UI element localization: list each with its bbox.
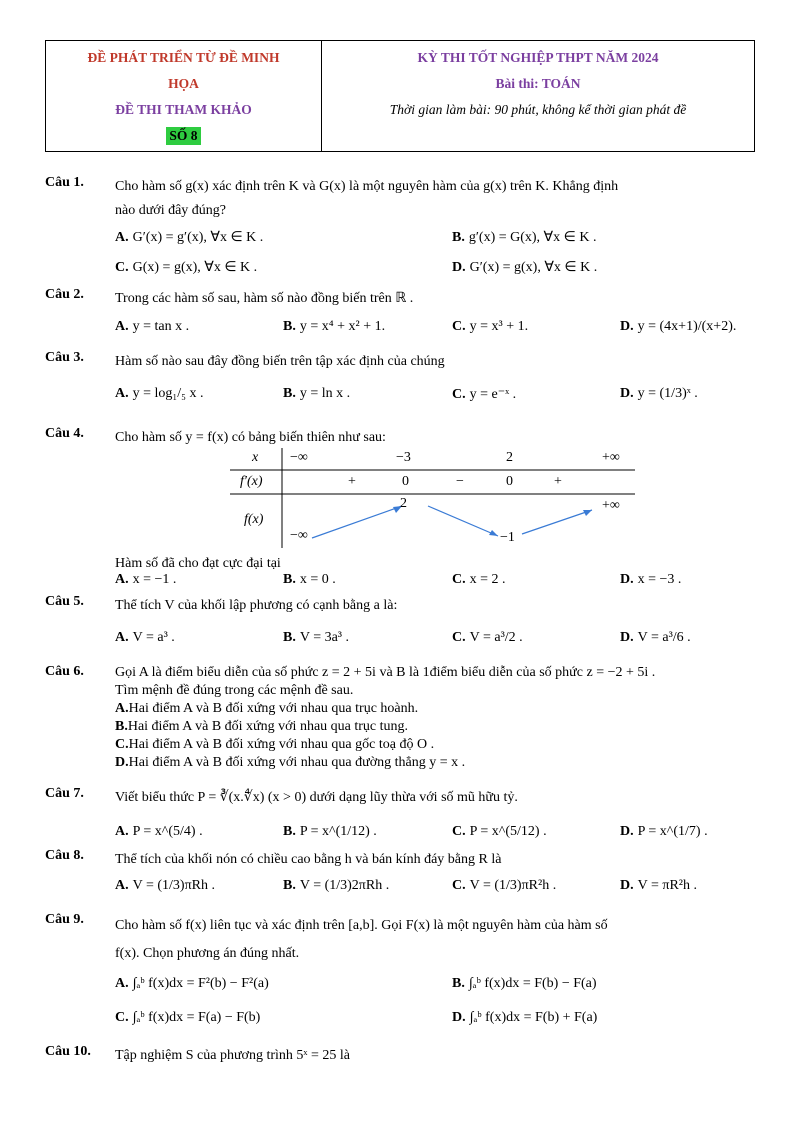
question-text-line1: Cho hàm số f(x) liên tục và xác định trên [a,b]. Gọi F(x) là một nguyên hàm của hàm số bbox=[115, 918, 608, 933]
question-text: Tập nghiệm S của phương trình 5ˣ = 25 là bbox=[115, 1048, 350, 1063]
option-text: V = πR²h . bbox=[637, 878, 697, 893]
option-c[interactable] bbox=[115, 259, 257, 276]
exam-header bbox=[45, 40, 755, 152]
table-x-neg-inf: −∞ bbox=[290, 450, 308, 465]
table-fp-sign2: − bbox=[456, 474, 464, 489]
question-label: Câu 7. bbox=[45, 786, 84, 801]
option-c[interactable] bbox=[452, 878, 556, 894]
option-text: V = a³ . bbox=[132, 630, 175, 645]
option-a[interactable] bbox=[115, 386, 204, 402]
table-fp-sign1: + bbox=[348, 474, 356, 489]
option-text: P = x^(1/12) . bbox=[299, 824, 377, 839]
option-letter: B. bbox=[283, 386, 296, 401]
option-c[interactable] bbox=[452, 319, 528, 335]
option-text: P = x^(5/4) . bbox=[132, 824, 203, 839]
table-x-label: x bbox=[252, 450, 259, 465]
table-x-minus3: −3 bbox=[396, 450, 411, 465]
question-text: Cho hàm số y = f(x) có bảng biến thiên như sau: bbox=[115, 430, 386, 445]
option-b[interactable] bbox=[283, 824, 377, 840]
option-b[interactable] bbox=[283, 386, 350, 402]
question-label: Câu 8. bbox=[45, 848, 84, 863]
question-label: Câu 10. bbox=[45, 1044, 91, 1059]
question-label: Câu 6. bbox=[45, 664, 84, 679]
option-text: V = a³/2 . bbox=[469, 630, 523, 645]
question-text-line2: nào dưới đây đúng? bbox=[115, 203, 227, 218]
option-letter: D. bbox=[620, 572, 634, 587]
option-text: ∫ₐᵇ f(x)dx = F(b) − F(a) bbox=[468, 976, 597, 991]
option-text: x = −3 . bbox=[637, 572, 682, 587]
question-text bbox=[115, 912, 757, 968]
variation-table bbox=[230, 448, 635, 548]
option-letter: A. bbox=[115, 976, 129, 991]
table-fp-zero1: 0 bbox=[402, 474, 409, 489]
option-text: y = x³ + 1. bbox=[469, 319, 529, 334]
option-b[interactable] bbox=[452, 976, 597, 992]
option-d[interactable] bbox=[620, 386, 698, 402]
question-label: Câu 3. bbox=[45, 350, 84, 365]
option-text: y = tan x . bbox=[132, 319, 190, 334]
question-label: Câu 1. bbox=[45, 175, 84, 190]
question-label: Câu 9. bbox=[45, 912, 84, 927]
option-letter: B. bbox=[452, 230, 465, 245]
table-f-label: f(x) bbox=[244, 512, 264, 527]
option-text: x = 2 . bbox=[469, 572, 506, 587]
option-b[interactable] bbox=[452, 229, 596, 246]
option-letter: A. bbox=[115, 878, 129, 893]
option-letter: B. bbox=[283, 572, 296, 587]
option-letter: B. bbox=[283, 319, 296, 334]
option-c[interactable] bbox=[452, 572, 506, 588]
option-c[interactable] bbox=[452, 824, 547, 840]
question-text-line2: f(x). Chọn phương án đúng nhất. bbox=[115, 946, 300, 961]
option-text: g′(x) = G(x), ∀x ∈ K . bbox=[468, 230, 597, 245]
question-text-line1: Cho hàm số g(x) xác định trên K và G(x) là một nguyên hàm của g(x) trên K. Khẳng định bbox=[115, 179, 619, 194]
option-text: y = (1/3)ˣ . bbox=[637, 386, 698, 401]
question-text bbox=[115, 664, 757, 772]
option-letter: D. bbox=[620, 386, 634, 401]
option-text: x = −1 . bbox=[132, 572, 177, 587]
option-text: ∫ₐᵇ f(x)dx = F(a) − F(b) bbox=[132, 1010, 261, 1025]
table-f-min: −1 bbox=[500, 530, 515, 545]
option-text: V = a³/6 . bbox=[637, 630, 691, 645]
option-a[interactable] bbox=[115, 976, 269, 992]
option-text: y = ln x . bbox=[299, 386, 351, 401]
option-letter: B. bbox=[283, 630, 296, 645]
header-right-line1: KỲ THI TỐT NGHIỆP THPT NĂM 2024 bbox=[417, 50, 659, 65]
option-letter: C. bbox=[452, 572, 466, 587]
option-text: V = (1/3)πRh . bbox=[132, 878, 215, 893]
option-b[interactable] bbox=[283, 319, 385, 335]
header-subject: Bài thi: TOÁN bbox=[495, 76, 581, 91]
question-label: Câu 2. bbox=[45, 287, 84, 302]
option-letter: C. bbox=[452, 878, 466, 893]
option-letter: A. bbox=[115, 319, 129, 334]
option-a[interactable] bbox=[115, 824, 203, 840]
option-b[interactable] bbox=[283, 572, 336, 588]
question-label: Câu 5. bbox=[45, 594, 84, 609]
option-letter: C. bbox=[115, 1010, 129, 1025]
header-left-line1: ĐỀ PHÁT TRIỂN TỪ ĐỀ MINH bbox=[87, 50, 280, 65]
option-text: Hai điểm A và B đối xứng với nhau qua trục tung. bbox=[127, 719, 409, 734]
option-a[interactable] bbox=[115, 878, 215, 894]
question-text: Thể tích V của khối lập phương có cạnh bằng a là: bbox=[115, 598, 398, 613]
option-c[interactable] bbox=[115, 1010, 260, 1026]
option-text: x = 0 . bbox=[299, 572, 336, 587]
option-letter: D. bbox=[620, 878, 634, 893]
option-text: ∫ₐᵇ f(x)dx = F(b) + F(a) bbox=[469, 1010, 598, 1025]
option-c[interactable] bbox=[115, 736, 757, 754]
option-text: y = x⁴ + x² + 1. bbox=[299, 319, 386, 334]
option-text: Hai điểm A và B đối xứng với nhau qua trục hoành. bbox=[128, 701, 419, 716]
option-d[interactable] bbox=[452, 1010, 597, 1026]
option-text: y = e⁻ˣ . bbox=[469, 387, 517, 402]
option-letter: D. bbox=[620, 319, 634, 334]
option-letter: C. bbox=[452, 630, 466, 645]
option-letter: C. bbox=[452, 319, 466, 334]
option-letter: C. bbox=[452, 387, 466, 402]
option-b[interactable] bbox=[283, 878, 389, 894]
option-text: V = 3a³ . bbox=[299, 630, 350, 645]
exam-number-badge: SỐ 8 bbox=[166, 127, 200, 145]
header-time: Thời gian làm bài: 90 phút, không kể thời gian phát đề bbox=[389, 102, 687, 117]
table-fp-label: f′(x) bbox=[240, 474, 263, 489]
option-d[interactable] bbox=[452, 259, 597, 276]
question-text: Trong các hàm số sau, hàm số nào đồng biến trên ℝ . bbox=[115, 291, 414, 306]
option-letter: C. bbox=[115, 737, 129, 752]
option-letter: B. bbox=[283, 878, 296, 893]
question-text-line1: Gọi A là điểm biểu diễn của số phức z = 2 + 5i và B là 1điểm biểu diễn của số phức z = −2 + 5i . bbox=[115, 665, 656, 680]
table-f-neg-inf: −∞ bbox=[290, 528, 308, 543]
option-b[interactable] bbox=[115, 718, 757, 736]
option-letter: A. bbox=[115, 824, 129, 839]
option-letter: B. bbox=[115, 719, 128, 734]
option-text: Hai điểm A và B đối xứng với nhau qua đường thẳng y = x . bbox=[128, 755, 466, 770]
option-c[interactable] bbox=[452, 386, 516, 403]
table-f-pos-inf: +∞ bbox=[602, 498, 620, 513]
option-letter: D. bbox=[620, 824, 634, 839]
option-text: P = x^(5/12) . bbox=[469, 824, 547, 839]
option-text: y = log₁/₅ x . bbox=[132, 386, 204, 401]
question-text: Viết biểu thức P = ∛(x.∜x) (x > 0) dưới dạng lũy thừa với số mũ hữu tỷ. bbox=[115, 790, 518, 805]
option-d[interactable] bbox=[620, 572, 681, 588]
option-text: P = x^(1/7) . bbox=[637, 824, 708, 839]
option-letter: A. bbox=[115, 630, 129, 645]
option-letter: D. bbox=[452, 260, 466, 275]
option-text: G′(x) = g(x), ∀x ∈ K . bbox=[469, 260, 598, 275]
header-left-line2: HỌA bbox=[168, 76, 199, 91]
option-letter: B. bbox=[283, 824, 296, 839]
option-letter: C. bbox=[115, 260, 129, 275]
option-letter: A. bbox=[115, 230, 129, 245]
question-text: Thể tích của khối nón có chiều cao bằng h và bán kính đáy bằng R là bbox=[115, 852, 502, 867]
header-left bbox=[46, 41, 322, 151]
option-letter: A. bbox=[115, 386, 129, 401]
table-fp-sign3: + bbox=[554, 474, 562, 489]
option-a[interactable] bbox=[115, 229, 263, 246]
option-letter: D. bbox=[452, 1010, 466, 1025]
option-letter: A. bbox=[115, 572, 129, 587]
question-text bbox=[115, 175, 757, 223]
option-a[interactable] bbox=[115, 700, 757, 718]
header-left-line3: ĐỀ THI THAM KHẢO bbox=[115, 102, 252, 117]
question-label: Câu 4. bbox=[45, 426, 84, 441]
option-d[interactable] bbox=[620, 824, 708, 840]
option-letter: D. bbox=[115, 755, 129, 770]
option-d[interactable] bbox=[115, 754, 757, 772]
option-a[interactable] bbox=[115, 572, 176, 588]
table-x-2: 2 bbox=[506, 450, 513, 465]
table-f-max: 2 bbox=[400, 496, 407, 511]
option-letter: D. bbox=[620, 630, 634, 645]
table-fp-zero2: 0 bbox=[506, 474, 513, 489]
option-text: G(x) = g(x), ∀x ∈ K . bbox=[132, 260, 258, 275]
option-d[interactable] bbox=[620, 630, 691, 646]
option-text: G′(x) = g′(x), ∀x ∈ K . bbox=[132, 230, 264, 245]
option-text: y = (4x+1)/(x+2). bbox=[637, 319, 737, 334]
table-x-pos-inf: +∞ bbox=[602, 450, 620, 465]
option-b[interactable] bbox=[283, 630, 349, 646]
option-text: Hai điểm A và B đối xứng với nhau qua gốc toạ độ O . bbox=[128, 737, 435, 752]
header-right bbox=[322, 41, 754, 151]
option-text: V = (1/3)πR²h . bbox=[469, 878, 557, 893]
option-text: ∫ₐᵇ f(x)dx = F²(b) − F²(a) bbox=[132, 976, 269, 991]
option-a[interactable] bbox=[115, 319, 189, 335]
option-letter: C. bbox=[452, 824, 466, 839]
option-d[interactable] bbox=[620, 878, 697, 894]
option-d[interactable] bbox=[620, 319, 736, 335]
option-letter: B. bbox=[452, 976, 465, 991]
option-c[interactable] bbox=[452, 630, 523, 646]
question-text-line2: Tìm mệnh đề đúng trong các mệnh đề sau. bbox=[115, 683, 354, 698]
question-text: Hàm số nào sau đây đồng biến trên tập xác định của chúng bbox=[115, 354, 445, 369]
option-letter: A. bbox=[115, 701, 129, 716]
question-text-line2: Hàm số đã cho đạt cực đại tại bbox=[115, 556, 281, 571]
option-text: V = (1/3)2πRh . bbox=[299, 878, 390, 893]
option-a[interactable] bbox=[115, 630, 175, 646]
